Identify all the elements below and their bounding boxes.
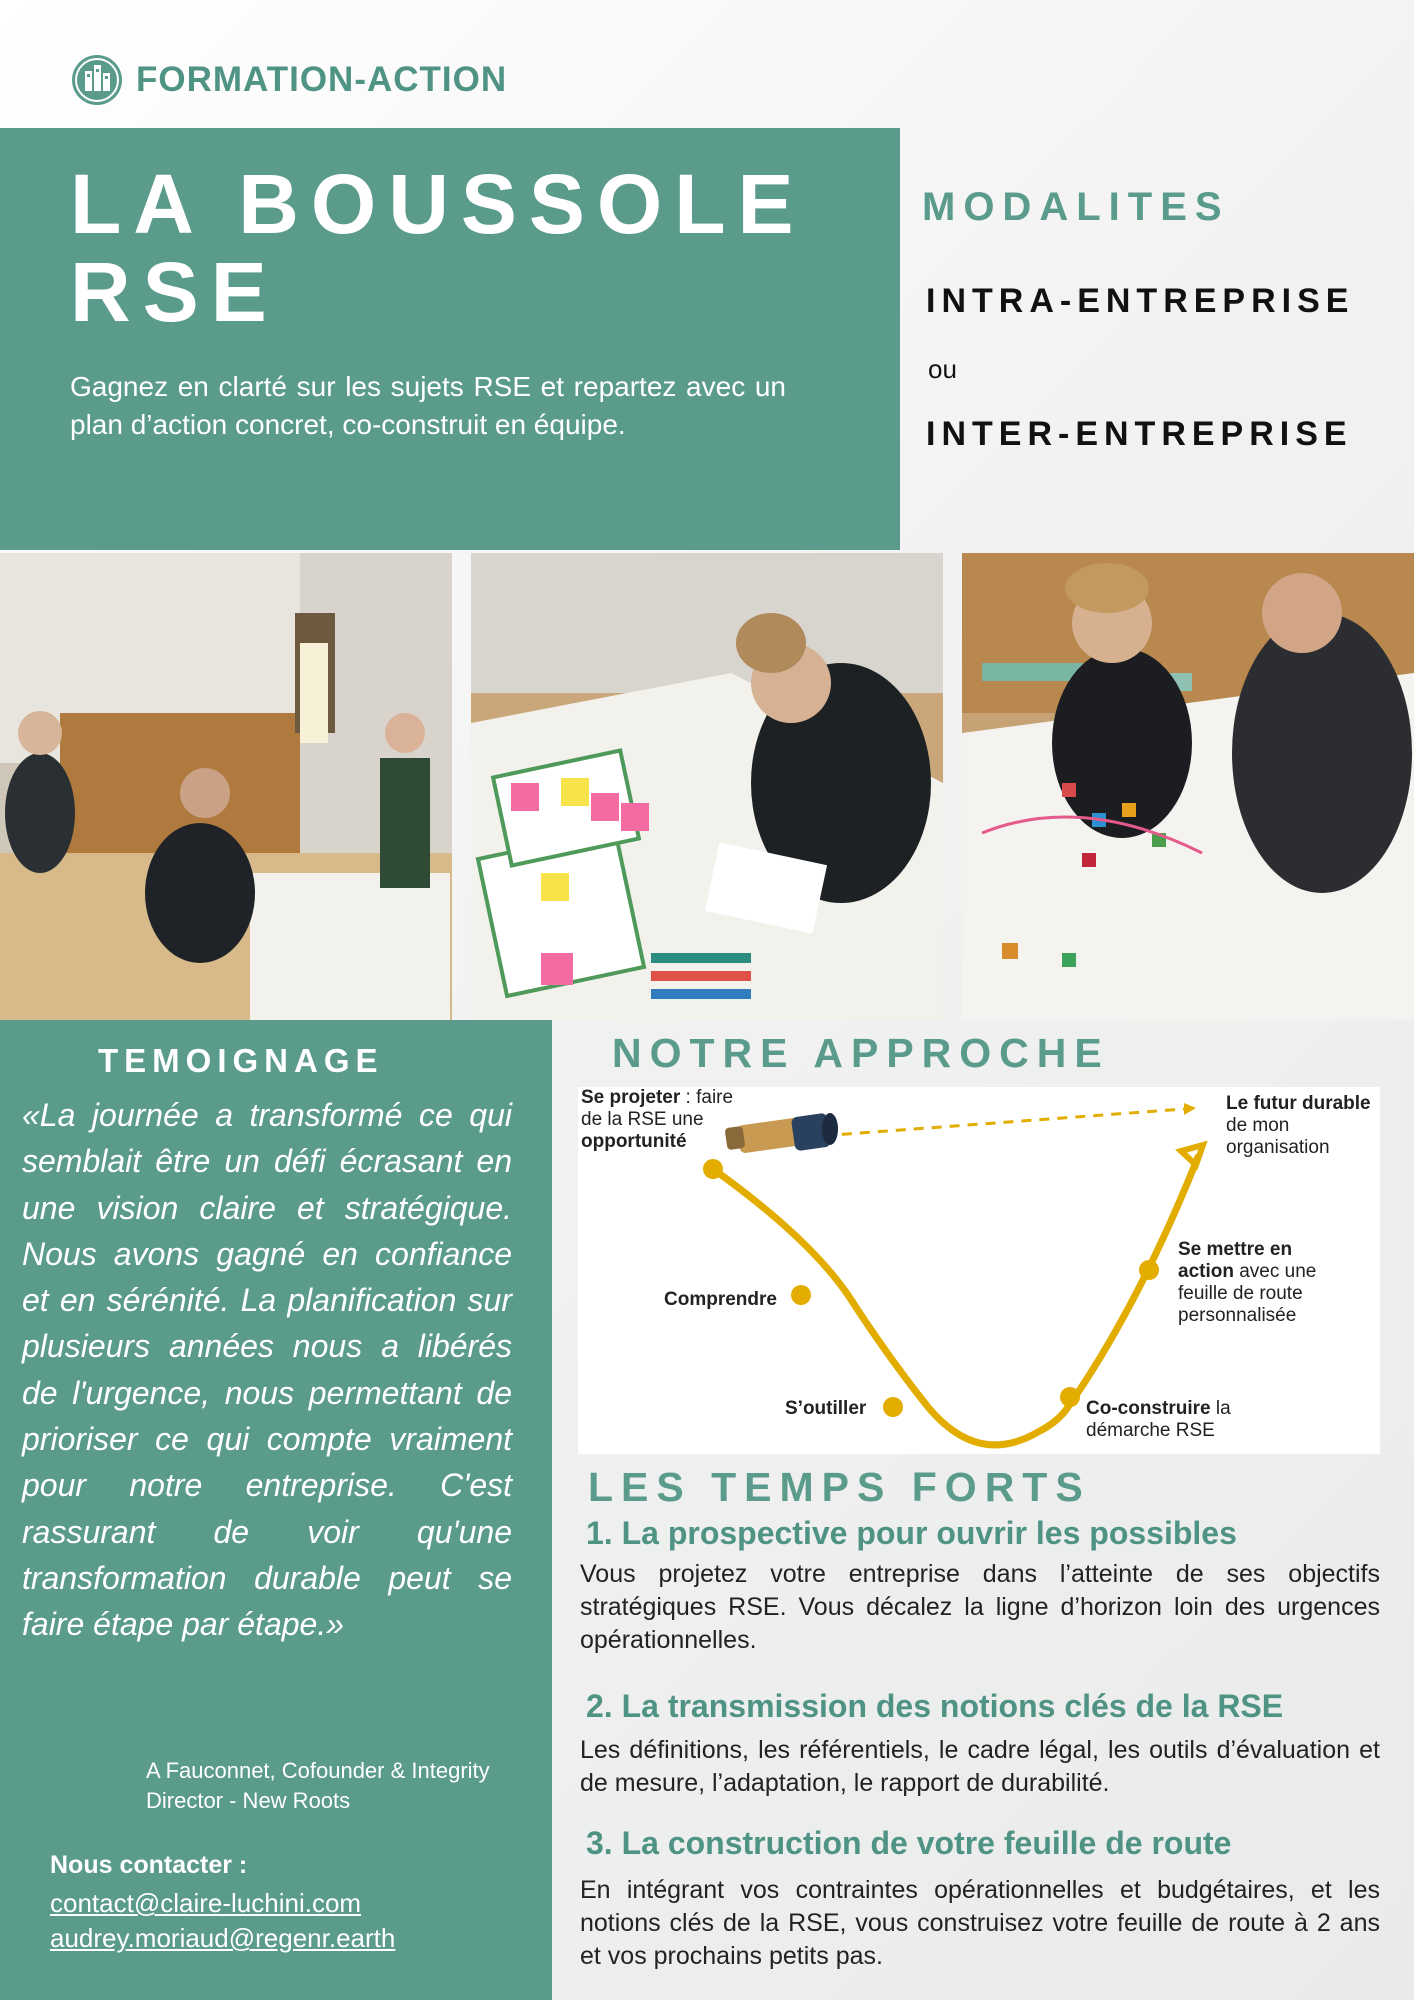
brand-label: FORMATION-ACTION [136,60,508,99]
step-2-heading: 2. La transmission des notions clés de la RSE [586,1688,1284,1724]
page-subtitle: Gagnez en clarté sur les sujets RSE et repartez avec un plan d’action concret, co-construit en équipe. [70,371,786,440]
label-action: Se mettre en action avec une feuille de route personnalisée [1178,1239,1317,1326]
brand [70,52,507,108]
milestone-dot [883,1397,903,1417]
label-outiller: S’outiller [785,1398,867,1419]
milestone-dot [791,1285,811,1305]
modalites-heading: MODALITES [922,185,1230,229]
step-3-heading: 3. La construction de votre feuille de route [586,1825,1232,1861]
label-futur: Le futur durable de mon organisation [1226,1093,1371,1158]
testimonial-quote: «La journée a transformé ce qui semblait être un défi écrasant en une vision claire et stratégique. Nous avons gagné en confiance et en sérénité. La planification sur plusieurs années nous a libérés de l'urgence, nous permettant de prioriser ce qui compte vraiment pour notre entreprise. C'est rassurant de voir qu'une transformation durable peut se faire étape par étape.» [22,1097,512,1643]
step-1-heading: 1. La prospective pour ouvrir les possibles [586,1515,1237,1551]
contact-email-2[interactable]: audrey.moriaud@regenr.earth [50,1923,396,1953]
label-coconstruire: Co-construire la démarche RSE [1086,1398,1231,1441]
author-line-2: Director - New Roots [146,1788,351,1813]
building-logo-icon [70,53,124,107]
step-3-text: En intégrant vos contraintes opérationnelles et budgétaires, et les notions clés de la RSE, vous construisez votre feuille de route à 2 ans et vos prochains petits pas. [580,1876,1380,1970]
approach-diagram [578,1087,1380,1454]
author-line-1: A Fauconnet, Cofounder & Integrity [146,1758,490,1783]
modalite-intra: INTRA-ENTREPRISE [926,282,1355,320]
workshop-photo-2 [471,553,943,1020]
modalite-inter: INTER-ENTREPRISE [926,415,1353,453]
milestone-dot [703,1159,723,1179]
modalite-or: ou [928,354,957,384]
approach-heading: NOTRE APPROCHE [612,1030,1110,1076]
step-1-text: Vous projetez votre entreprise dans l’atteinte de ses objectifs stratégiques RSE. Vous décalez la ligne d’horizon loin des urgences opérationnelles. [580,1560,1380,1654]
milestone-dot [1060,1387,1080,1407]
label-comprendre: Comprendre [664,1289,777,1310]
workshop-photo-3 [962,553,1414,1020]
testimonial-author [146,1756,546,1816]
workshop-photo-1 [0,553,452,1020]
milestone-dot [1139,1260,1159,1280]
contact-email-1[interactable]: contact@claire-luchini.com [50,1888,362,1918]
telescope-icon [725,1113,838,1154]
contact-heading: Nous contacter : [50,1851,248,1879]
page-title: LA BOUSSOLE RSE [70,157,806,339]
temps-forts-heading: LES TEMPS FORTS [588,1464,1091,1510]
step-2-text: Les définitions, les référentiels, le cadre légal, les outils d’évaluation et de mesure, l’adaptation, le rapport de durabilité. [580,1736,1380,1797]
label-projeter: Se projeter : faire de la RSE une opportunité [581,1087,734,1152]
testimonial-heading: TEMOIGNAGE [98,1042,384,1079]
